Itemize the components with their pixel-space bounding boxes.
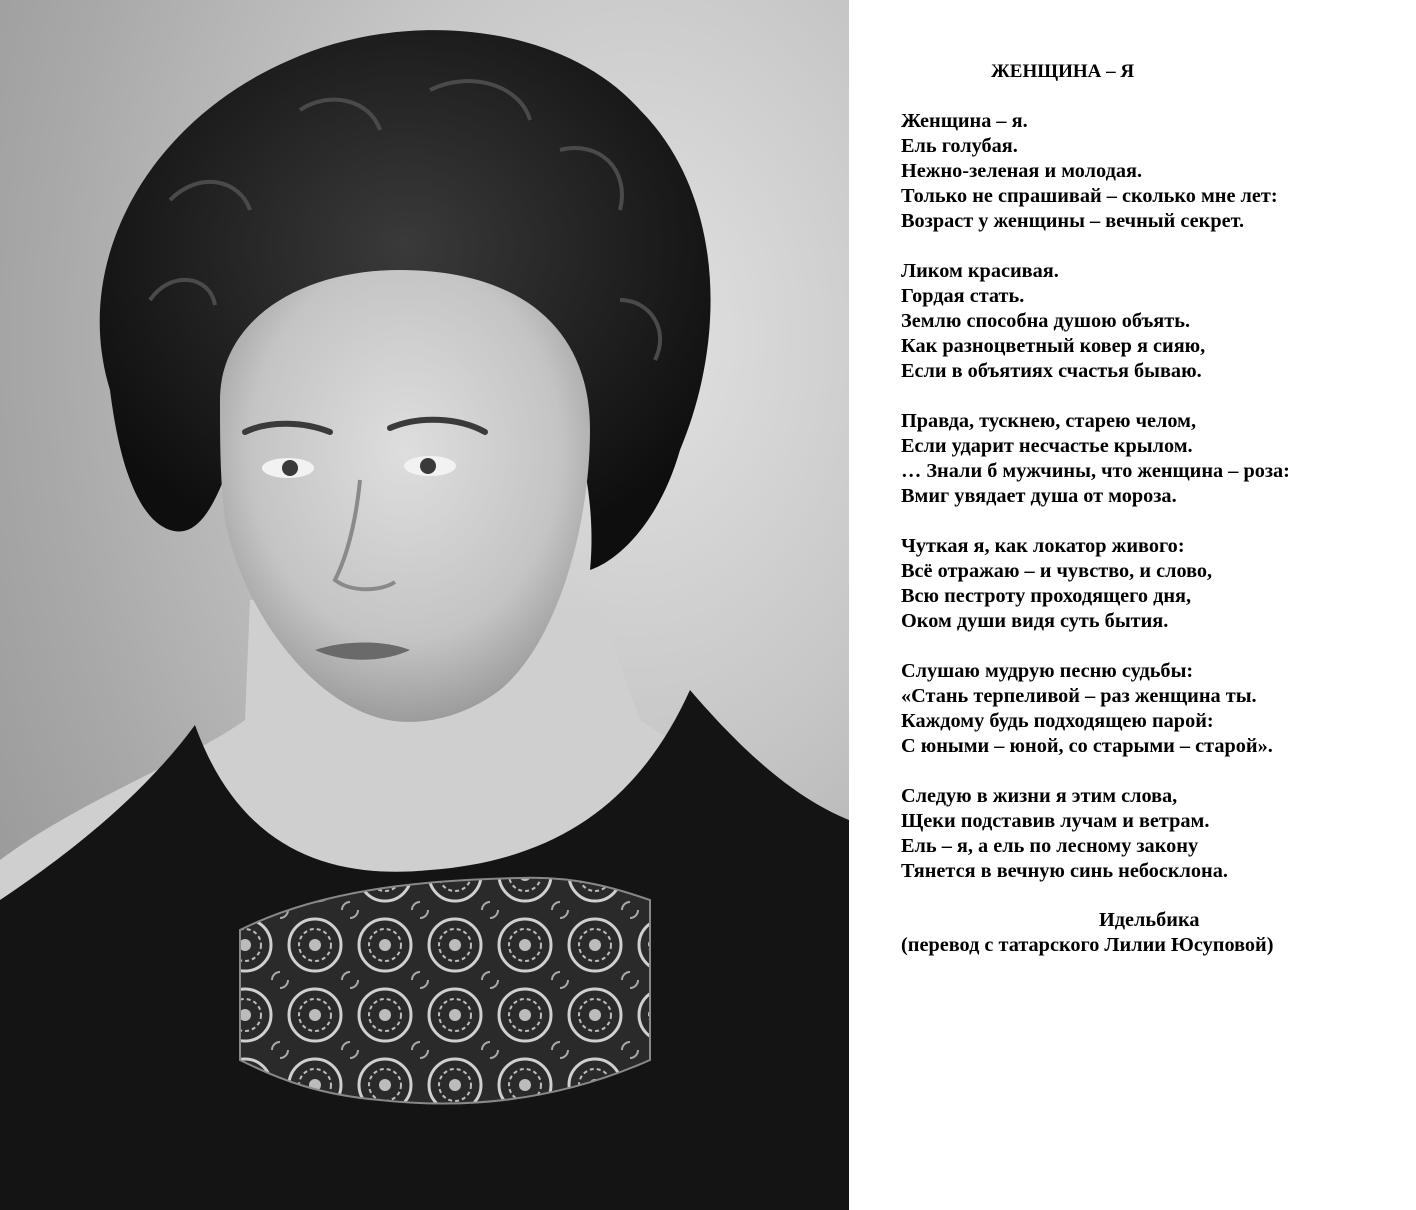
poem-panel xyxy=(849,0,1416,1210)
poem-line: Слушаю мудрую песню судьбы: xyxy=(901,660,1194,682)
poem-title: ЖЕНЩИНА – Я xyxy=(991,61,1135,82)
stanza-6 xyxy=(901,784,1411,884)
stanza-1 xyxy=(901,109,1411,234)
poem-line: Каждому будь подходящею парой: xyxy=(901,710,1214,732)
poem-line: Как разноцветный ковер я сияю, xyxy=(901,335,1206,357)
poem-line: Только не спрашивай – сколько мне лет: xyxy=(901,185,1278,207)
poem-line: Ель голубая. xyxy=(901,135,1018,157)
poem-author: Идельбика xyxy=(1099,909,1200,931)
poem-line: Щеки подставив лучам и ветрам. xyxy=(901,810,1210,832)
poem-line: Если в объятиях счастья бываю. xyxy=(901,360,1202,382)
poem-line: Женщина – я. xyxy=(901,110,1028,132)
poem-line: Чуткая я, как локатор живого: xyxy=(901,535,1185,557)
poem-line: Землю способна душою объять. xyxy=(901,310,1191,332)
poem-line: С юными – юной, со старыми – старой». xyxy=(901,735,1273,757)
poem-line: Тянется в вечную синь небосклона. xyxy=(901,860,1228,882)
poem-line: Вмиг увядает душа от мороза. xyxy=(901,485,1177,507)
poem-line: … Знали б мужчины, что женщина – роза: xyxy=(901,460,1290,482)
poem-body xyxy=(901,109,1411,909)
stanza-3 xyxy=(901,409,1411,509)
poem-line: Гордая стать. xyxy=(901,285,1025,307)
poem-line: Оком души видя суть бытия. xyxy=(901,610,1169,632)
poem-line: Всё отражаю – и чувство, и слово, xyxy=(901,560,1213,582)
poem-line: Если ударит несчастье крылом. xyxy=(901,435,1193,457)
poem-line: Нежно-зеленая и молодая. xyxy=(901,160,1143,182)
poem-line: Следую в жизни я этим слова, xyxy=(901,785,1178,807)
lace-insert xyxy=(240,878,650,1104)
stanza-4 xyxy=(901,534,1411,634)
poem-translator: (перевод с татарского Лилии Юсуповой) xyxy=(901,934,1274,956)
poem-line: Правда, тускнею, старею челом, xyxy=(901,410,1197,432)
poem-line: Возраст у женщины – вечный секрет. xyxy=(901,210,1245,232)
poem-line: «Стань терпеливой – раз женщина ты. xyxy=(901,685,1257,707)
poem-line: Всю пестроту проходящего дня, xyxy=(901,585,1192,607)
poem-line: Ликом красивая. xyxy=(901,260,1059,282)
stanza-5 xyxy=(901,659,1411,759)
poem-line: Ель – я, а ель по лесному закону xyxy=(901,835,1199,857)
stanza-2 xyxy=(901,259,1411,384)
